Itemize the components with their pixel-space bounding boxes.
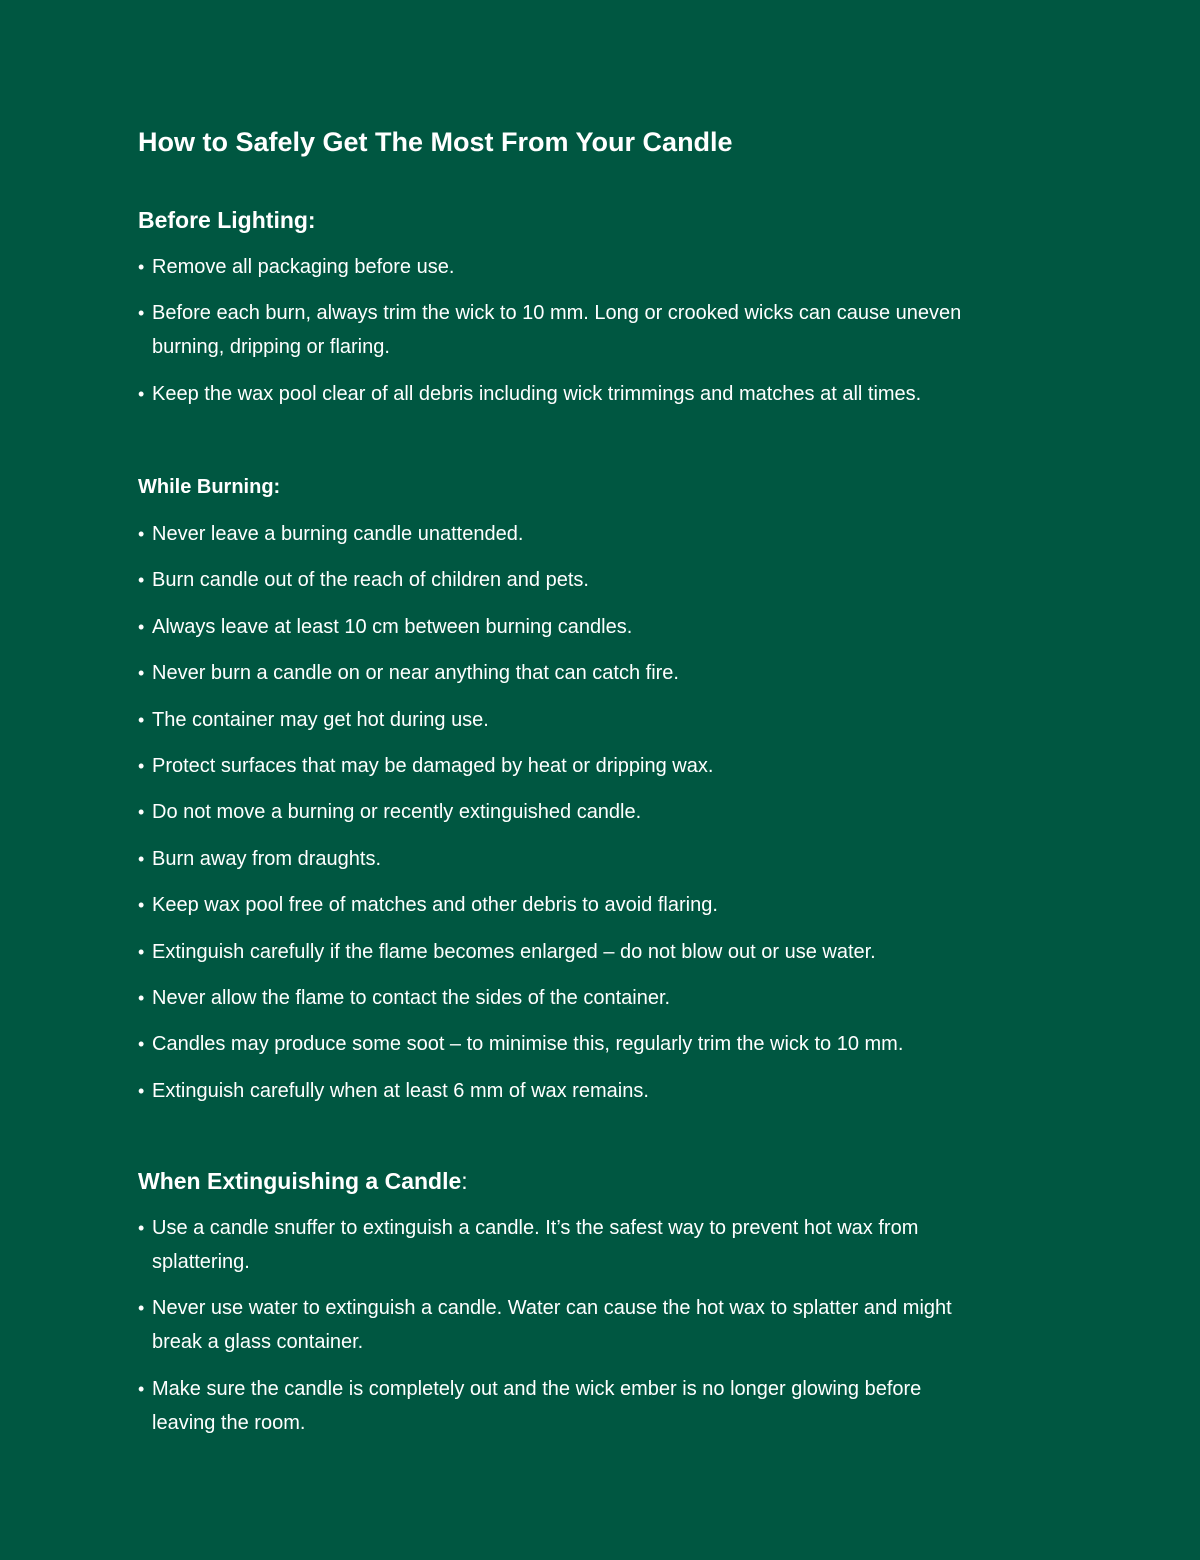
- list-item: • Never allow the flame to contact the sides of the container.: [138, 981, 1098, 1015]
- while-burning-list: [138, 517, 1098, 1108]
- list-item: • Protect surfaces that may be damaged by heat or dripping wax.: [138, 749, 1098, 783]
- section-when-extinguishing: [138, 1165, 1098, 1452]
- section-before-lighting: [138, 204, 1098, 423]
- list-item: • Before each burn, always trim the wick to 10 mm. Long or crooked wicks can cause uneven burning, dripping or flaring.: [138, 296, 1032, 364]
- list-item: • Extinguish carefully when at least 6 mm of wax remains.: [138, 1074, 1098, 1108]
- section-heading-before-lighting: Before Lighting:: [138, 207, 316, 233]
- list-item: • Do not move a burning or recently extinguished candle.: [138, 795, 1098, 829]
- section-heading-colon: :: [461, 1168, 468, 1194]
- section-heading-while-burning: While Burning:: [138, 476, 281, 498]
- page-title: How to Safely Get The Most From Your Candle: [138, 127, 733, 157]
- list-item: • Burn candle out of the reach of children and pets.: [138, 563, 1098, 597]
- list-item: • Burn away from draughts.: [138, 842, 1098, 876]
- list-item: • Remove all packaging before use.: [138, 250, 1098, 284]
- section-heading-text: When Extinguishing a Candle: [138, 1168, 462, 1194]
- list-item: • Make sure the candle is completely out and the wick ember is no longer glowing before leaving the room.: [138, 1372, 932, 1440]
- list-item: • Never burn a candle on or near anything that can catch fire.: [138, 656, 1098, 690]
- list-item: • Never leave a burning candle unattended.: [138, 517, 1098, 551]
- list-item: • Keep the wax pool clear of all debris including wick trimmings and matches at all times.: [138, 377, 1098, 411]
- before-lighting-list: [138, 250, 1098, 411]
- list-item: • Use a candle snuffer to extinguish a candle. It’s the safest way to prevent hot wax from splattering.: [138, 1211, 932, 1279]
- section-heading-when-extinguishing: [138, 1165, 1098, 1197]
- section-while-burning: [138, 471, 1098, 1120]
- list-item: • Extinguish carefully if the flame becomes enlarged – do not blow out or use water.: [138, 935, 1098, 969]
- list-item: • Candles may produce some soot – to minimise this, regularly trim the wick to 10 mm.: [138, 1027, 1098, 1061]
- list-item: • Always leave at least 10 cm between burning candles.: [138, 610, 1098, 644]
- when-extinguishing-list: [138, 1211, 1098, 1440]
- list-item: • Never use water to extinguish a candle. Water can cause the hot wax to splatter and might break a glass container.: [138, 1291, 1002, 1359]
- list-item: • The container may get hot during use.: [138, 703, 1098, 737]
- list-item: • Keep wax pool free of matches and other debris to avoid flaring.: [138, 888, 1098, 922]
